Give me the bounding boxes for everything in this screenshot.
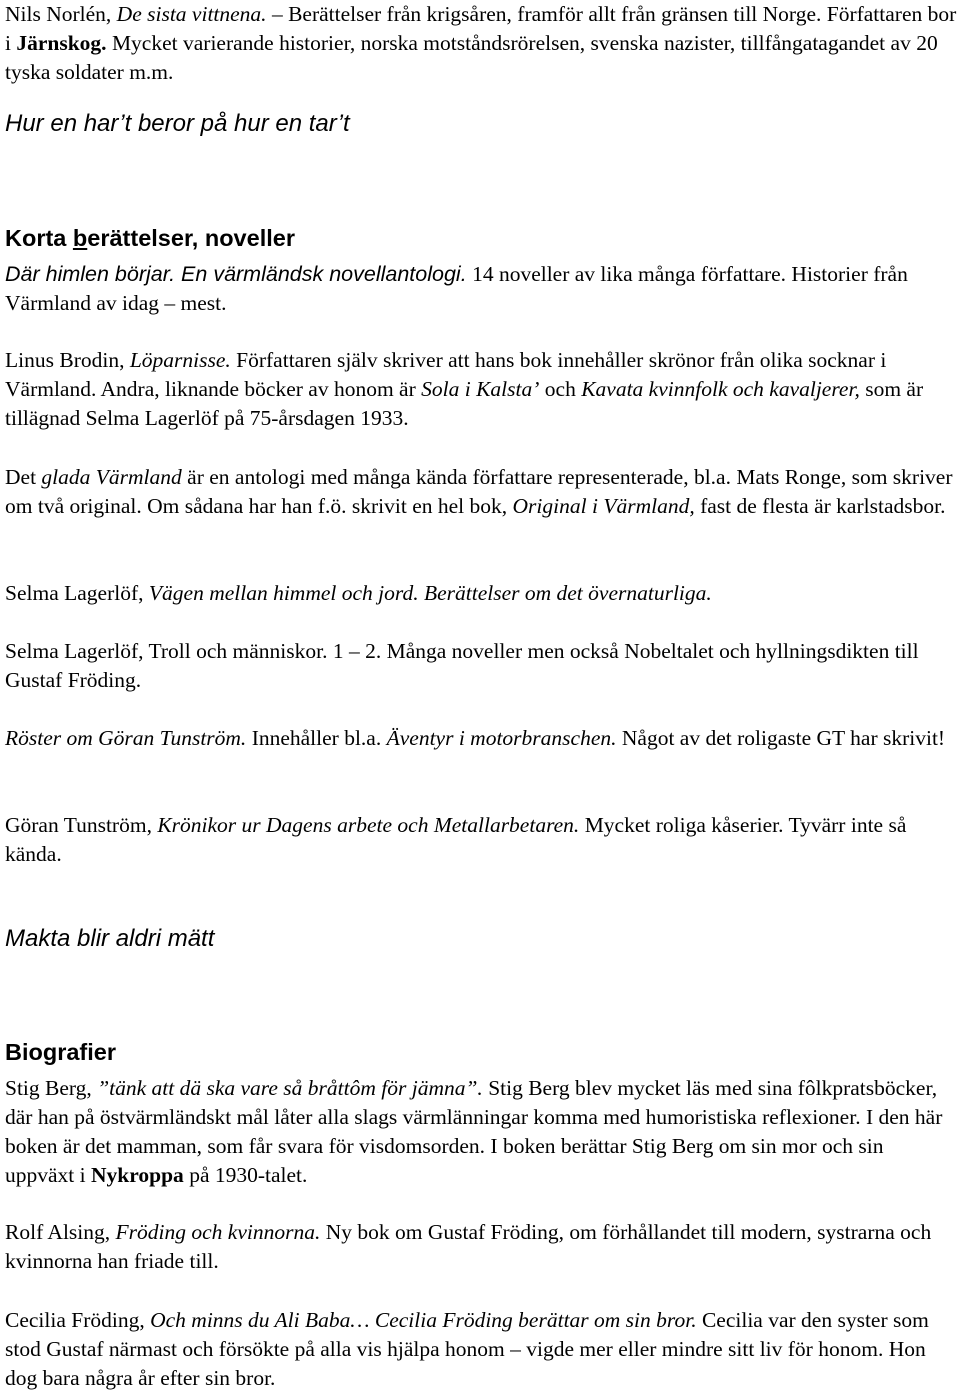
book-title: Fröding och kvinnorna. (115, 1220, 321, 1244)
heading-part-rest: erättelser, noveller (87, 225, 295, 251)
description: – Berättelser från krigsåren, framför allt från gränsen till Norge. Författaren bor i (5, 2, 957, 55)
book-title: glada Värmland (41, 465, 182, 489)
entry-norlen (5, 0, 957, 87)
description: Cecilia var den syster som stod Gustaf närmast och försökte på alla vis hjälpa honom – vigde mer eller mindre sitt liv för honom. Hon dog bara några år efter sin bror. (5, 1308, 929, 1390)
entry-berg (5, 1074, 957, 1190)
heading-underlined-letter: b (72, 225, 88, 251)
book-title: Löparnisse. (129, 348, 231, 372)
description: Selma Lagerlöf, Troll och människor. 1 – 2. Många noveller men också Nobeltalet och hyllningsdikten till Gustaf Fröding. (5, 639, 919, 692)
book-title-2: Sola i Kalsta’ (421, 377, 540, 401)
section-heading-korta (5, 223, 957, 253)
description-cont: Något av det roligaste GT har skrivit! (616, 726, 946, 750)
description: Mycket roliga kåserier. Tyvärr inte så kända. (5, 813, 907, 866)
place-name: Järnskog. (16, 31, 107, 55)
book-title-2: Original i Värmland, (512, 494, 695, 518)
author: Cecilia Fröding, (5, 1308, 151, 1332)
author: Rolf Alsing, (5, 1220, 116, 1244)
entry-lagerlof-vagen (5, 579, 957, 608)
author: Göran Tunström, (5, 813, 158, 837)
entry-brodin (5, 346, 957, 433)
description: Innehåller bl.a. (246, 726, 387, 750)
story-title: Äventyr i motorbranschen. (386, 726, 617, 750)
description-cont: på 1930-talet. (183, 1163, 308, 1187)
description-cont: som är tillägnad Selma Lagerlöf på 75-årsdagen 1933. (5, 377, 924, 430)
description: Författaren själv skriver att hans bok innehåller skrönor från olika socknar i Värmland. Andra, liknande böcker av honom är (5, 348, 887, 401)
entry-lagerlof-troll (5, 637, 957, 695)
entry-cecilia-froding (5, 1306, 957, 1393)
author: Linus Brodin, (5, 348, 130, 372)
lead-text: Det (5, 465, 42, 489)
entry-tunstrom (5, 811, 957, 869)
book-title: Röster om Göran Tunström. (5, 726, 247, 750)
description: Ny bok om Gustaf Fröding, om förhållandet till modern, systrarna och kvinnorna han friade till. (5, 1220, 932, 1273)
description: 14 noveller av lika många författare. Historier från Värmland av idag – mest. (5, 262, 908, 315)
description: är en antologi med många kända författare representerade, bl.a. Mats Ronge, som skriver om två original. Om sådana har han f.ö. skrivit en hel bok, (5, 465, 953, 518)
heading-part: Korta (5, 225, 73, 251)
author: Nils Norlén, (5, 2, 117, 26)
book-title: De sista vittnena. (116, 2, 267, 26)
book-title: Vägen mellan himmel och jord. Berättelser om det övernaturliga. (148, 581, 712, 605)
entry-glada-varmland (5, 463, 957, 521)
entry-alsing (5, 1218, 957, 1276)
book-title-3: Kavata kvinnfolk och kavaljerer, (581, 377, 860, 401)
book-title: Och minns du Ali Baba… Cecilia Fröding berättar om sin bror. (150, 1308, 697, 1332)
description-cont: Mycket varierande historier, norska motståndsrörelsen, svenska nazister, tillfångatagandet av 20 tyska soldater m.m. (5, 31, 938, 84)
description: Stig Berg blev mycket läs med sina fôlkpratsböcker, där han på östvärmländskt mål låter alla slags värmlänningar komma med humoristiska reflexioner. I den här boken är det mamman, som får svara för visdomsorden. I boken berättar Stig Berg om sin mor och sin uppväxt i (5, 1076, 943, 1187)
book-title: Krönikor ur Dagens arbete och Metallarbetaren. (157, 813, 580, 837)
entry-dar-himlen (5, 260, 957, 318)
entry-roster (5, 724, 957, 753)
author: Stig Berg, (5, 1076, 98, 1100)
author: Selma Lagerlöf, (5, 581, 149, 605)
section-heading-hur: Hur en har’t beror på hur en tar’t (5, 110, 350, 137)
connector: och (539, 377, 582, 401)
place-name: Nykroppa (91, 1163, 184, 1187)
section-heading-makta: Makta blir aldri mätt (5, 925, 215, 952)
book-title: Där himlen börjar. En värmländsk novellantologi. (5, 262, 467, 286)
book-title: ”tänk att dä ska vare så bråttôm för jämna”. (97, 1076, 483, 1100)
description-cont: fast de flesta är karlstadsbor. (694, 494, 946, 518)
section-heading-biografier: Biografier (5, 1039, 116, 1065)
